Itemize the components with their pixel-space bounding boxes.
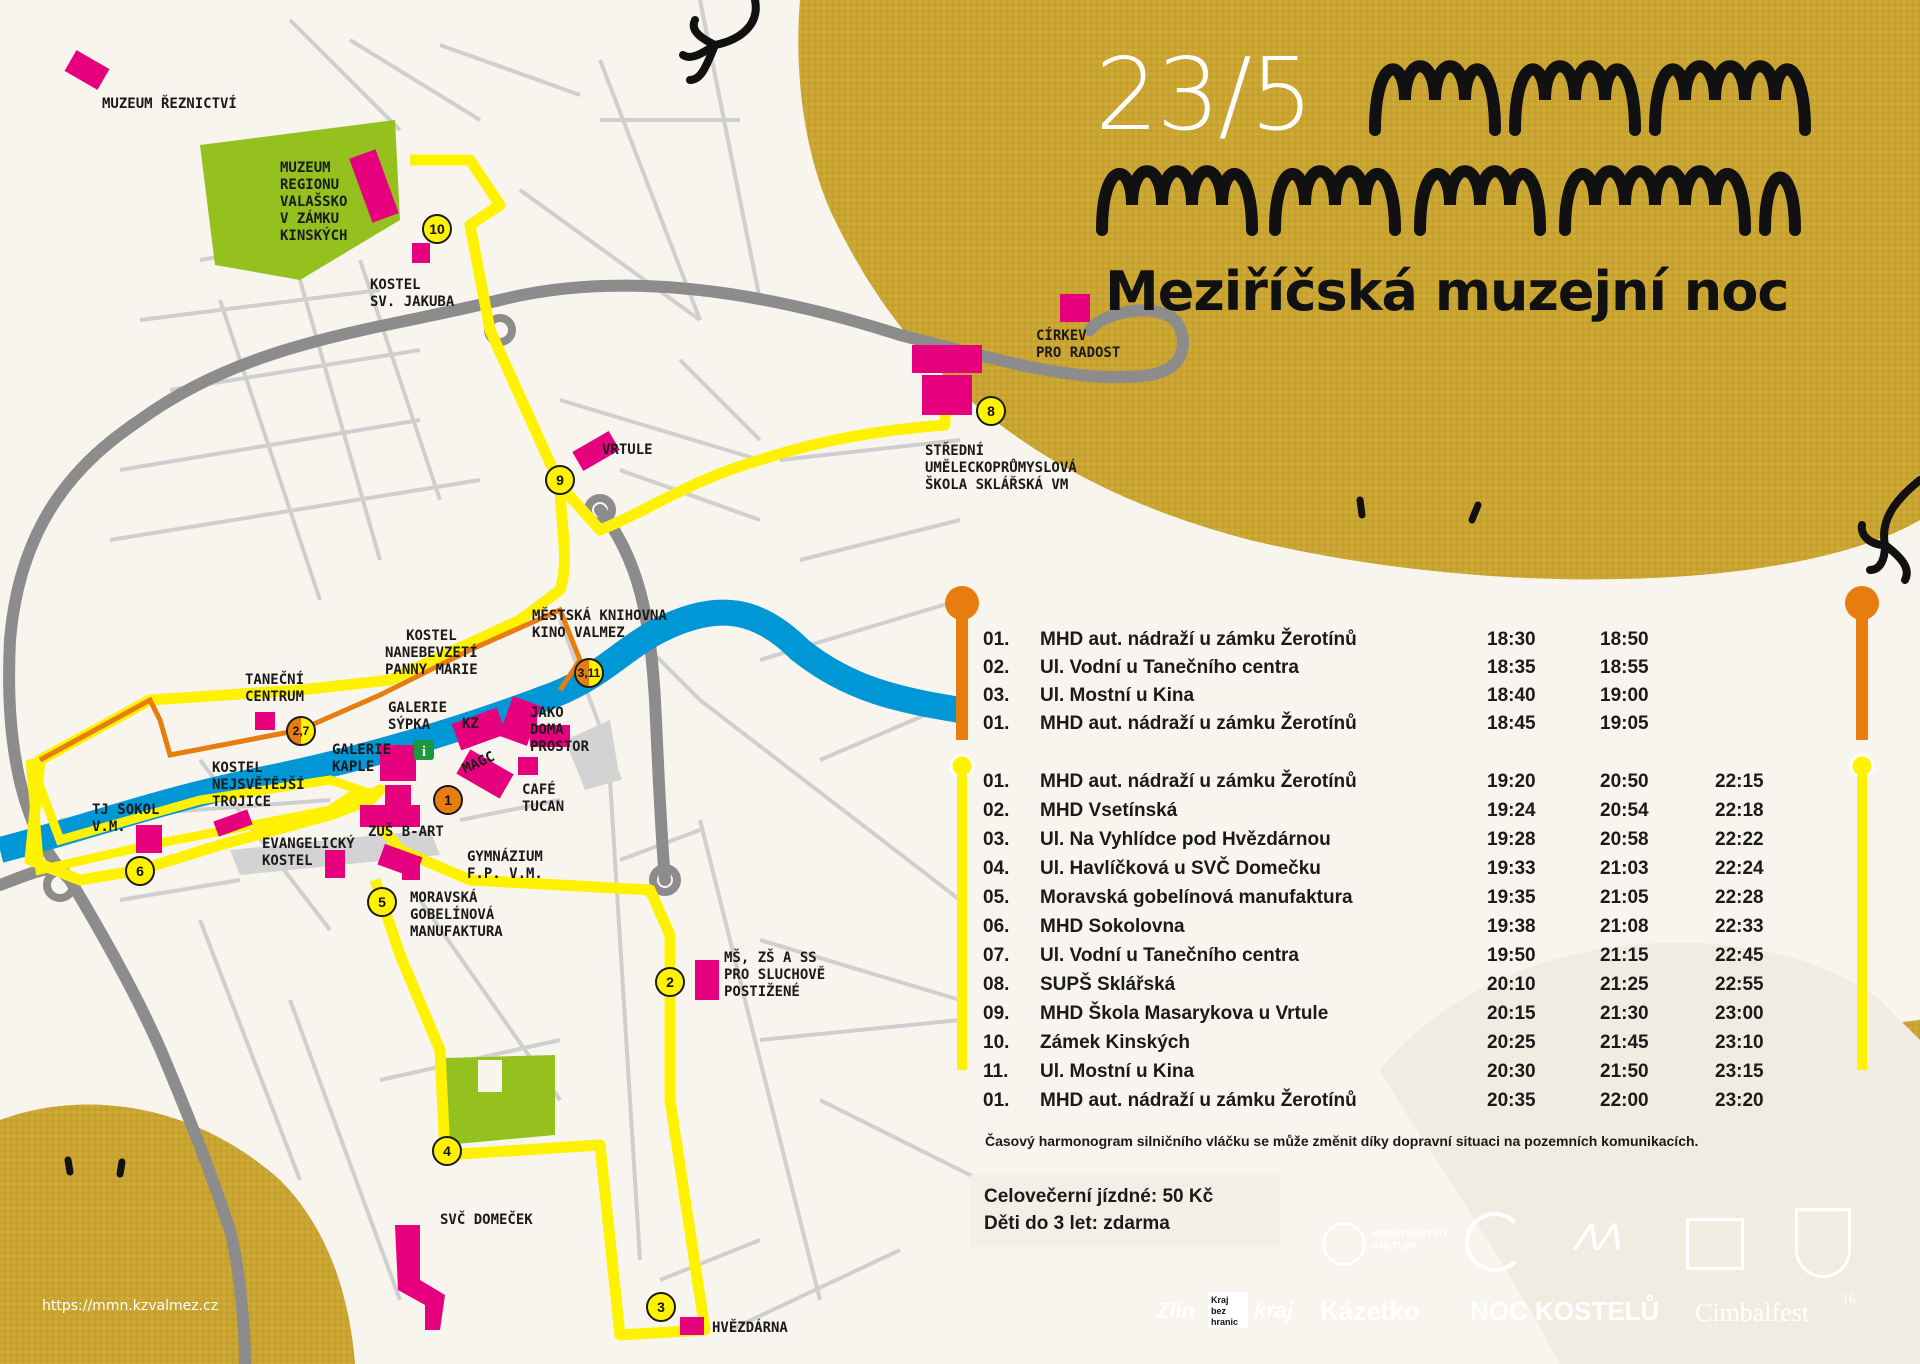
row-time: 20:50 [1600, 771, 1649, 792]
row-stop-name: MHD aut. nádraží u zámku Žerotínů [1040, 629, 1357, 650]
row-stop-name: Ul. Vodní u Tanečního centra [1040, 945, 1299, 966]
row-time: 18:50 [1600, 629, 1649, 650]
row-time: 21:25 [1600, 974, 1649, 995]
label-magc: MAGC [459, 748, 498, 778]
row-time: 21:15 [1600, 945, 1649, 966]
row-time: 23:20 [1715, 1090, 1764, 1111]
row-time: 20:15 [1487, 1003, 1536, 1024]
price-children: Děti do 3 let: zdarma [984, 1213, 1170, 1234]
row-time: 23:00 [1715, 1003, 1764, 1024]
row-time: 19:38 [1487, 916, 1536, 937]
stop-marker-2: 2 [655, 967, 685, 997]
row-time: 20:30 [1487, 1061, 1536, 1082]
row-time: 21:50 [1600, 1061, 1649, 1082]
stop-marker-5: 5 [367, 887, 397, 917]
stop-marker-8: 8 [976, 396, 1006, 426]
website-url[interactable]: https://mmn.kzvalmez.cz [42, 1298, 219, 1314]
mmn-logo-icon [1686, 1218, 1744, 1270]
row-time: 22:33 [1715, 916, 1764, 937]
row-number: 01. [983, 629, 1010, 650]
label-kostel-trojice: KOSTEL NEJSVĚTĚJŠÍ TROJICE [212, 760, 305, 810]
label-jako-doma: JAKO DOMA PROSTOR [530, 705, 590, 755]
label-muzeum-reznictvi: MUZEUM ŘEZNICTVÍ [102, 96, 237, 112]
legend-square-title [1060, 294, 1090, 322]
stop-marker-10: 10 [422, 214, 452, 244]
row-time: 23:15 [1715, 1061, 1764, 1082]
label-supss: STŘEDNÍ UMĚLECKOPRŮMYSLOVÁ ŠKOLA SKLÁŘSKÁ VM [925, 443, 1077, 493]
row-time: 18:55 [1600, 657, 1649, 678]
valmez-logo-icon [1795, 1208, 1851, 1278]
row-time: 22:15 [1715, 771, 1764, 792]
label-evangelicky-kostel: EVANGELICKÝ KOSTEL [262, 836, 355, 869]
row-time: 19:20 [1487, 771, 1536, 792]
label-svc-domecek: SVČ DOMEČEK [440, 1212, 533, 1228]
row-time: 19:24 [1487, 800, 1536, 821]
label-hvezdarna: HVĚZDÁRNA [712, 1320, 788, 1336]
stop-marker-6: 6 [125, 856, 155, 886]
stop-marker-4: 4 [432, 1136, 462, 1166]
row-time: 20:35 [1487, 1090, 1536, 1111]
kraj-logo: kraj [1254, 1298, 1294, 1323]
row-time: 21:45 [1600, 1032, 1649, 1053]
row-number: 10. [983, 1032, 1010, 1053]
cimbalfest-logo-year: 16 [1842, 1292, 1856, 1307]
row-time: 22:55 [1715, 974, 1764, 995]
info-icon: i [421, 744, 427, 760]
label-kostel-nanebevzeti: KOSTEL NANEBEVZETÍ PANNY MARIE [385, 628, 478, 678]
noc-kostelu-logo: NOC KOSTELŮ [1470, 1296, 1660, 1326]
row-number: 02. [983, 657, 1010, 678]
row-time: 20:25 [1487, 1032, 1536, 1053]
row-stop-name: Ul. Mostní u Kina [1040, 1061, 1195, 1082]
amg-logo-icon: ⋀⋀ [1575, 1219, 1621, 1250]
row-number: 01. [983, 713, 1010, 734]
row-number: 03. [983, 685, 1010, 706]
price-adult: Celovečerní jízdné: 50 Kč [984, 1186, 1214, 1207]
row-time: 22:24 [1715, 858, 1764, 879]
row-time: 18:35 [1487, 657, 1536, 678]
row-time: 23:10 [1715, 1032, 1764, 1053]
row-stop-name: Ul. Havlíčková u SVČ Domečku [1040, 858, 1321, 879]
label-cirkev-pro-radost: CÍRKEV PRO RADOST [1036, 328, 1121, 361]
event-date: 23/5 [1095, 36, 1312, 153]
row-number: 01. [983, 1090, 1010, 1111]
stop-marker-9: 9 [545, 465, 575, 495]
row-number: 01. [983, 771, 1010, 792]
row-number: 07. [983, 945, 1010, 966]
row-stop-name: MHD aut. nádraží u zámku Žerotínů [1040, 1090, 1357, 1111]
row-stop-name: MHD Vsetínská [1040, 800, 1178, 821]
hand-top-deco [683, 0, 756, 80]
label-tj-sokol: TJ SOKOL V.M. [92, 802, 160, 835]
label-galerie-sypka: GALERIE SÝPKA [388, 700, 448, 733]
kazetko-logo: Kázetko [1320, 1296, 1420, 1326]
row-stop-name: MHD aut. nádraží u zámku Žerotínů [1040, 713, 1357, 734]
row-time: 22:22 [1715, 829, 1764, 850]
row-time: 20:10 [1487, 974, 1536, 995]
row-stop-name: Ul. Vodní u Tanečního centra [1040, 657, 1299, 678]
row-time: 22:00 [1600, 1090, 1649, 1111]
label-ms-zs-ss: MŠ, ZŠ A SS PRO SLUCHOVĚ POSTIŽENÉ [724, 950, 826, 1000]
row-time: 20:58 [1600, 829, 1649, 850]
row-time: 21:03 [1600, 858, 1649, 879]
row-number: 09. [983, 1003, 1010, 1024]
row-stop-name: SUPŠ Sklářská [1040, 974, 1176, 995]
label-kz: KZ [462, 716, 479, 732]
pricing-box [970, 1175, 1280, 1247]
stop-marker-3: 3 [646, 1292, 676, 1322]
label-vrtule: VRTULE [602, 442, 653, 458]
label-galerie-kaple: GALERIE KAPLE [332, 742, 392, 775]
label-knihovna-kino: MĚSTSKÁ KNIHOVNA KINO VALMEZ [532, 608, 667, 641]
row-time: 19:33 [1487, 858, 1536, 879]
row-number: 06. [983, 916, 1010, 937]
row-time: 22:28 [1715, 887, 1764, 908]
row-stop-name: MHD Škola Masarykova u Vrtule [1040, 1003, 1329, 1024]
label-kostel-sv-jakuba: KOSTEL SV. JAKUBA [370, 277, 455, 310]
row-stop-name: Moravská gobelínová manufaktura [1040, 887, 1353, 908]
row-number: 11. [983, 1061, 1009, 1082]
row-number: 03. [983, 829, 1010, 850]
row-time: 19:35 [1487, 887, 1536, 908]
row-stop-name: Ul. Mostní u Kina [1040, 685, 1195, 706]
row-time: 22:45 [1715, 945, 1764, 966]
label-moravska-gobelinova: MORAVSKÁ GOBELÍNOVÁ MANUFAKTURA [410, 890, 503, 940]
schedule-note: Časový harmonogram silničního vláčku se může změnit díky dopravní situaci na pozemních komunikacích. [985, 1133, 1699, 1149]
row-time: 19:05 [1600, 713, 1649, 734]
row-time: 21:05 [1600, 887, 1649, 908]
label-tanecni-centrum: TANEČNÍ CENTRUM [245, 672, 305, 705]
label-zus-bart: ZUŠ B-ART [368, 824, 444, 840]
row-time: 19:00 [1600, 685, 1649, 706]
row-time: 18:30 [1487, 629, 1536, 650]
row-time: 19:50 [1487, 945, 1536, 966]
stop-marker-3-11: 3,11 [574, 658, 604, 688]
row-stop-name: Ul. Na Vyhlídce pod Hvězdárnou [1040, 829, 1331, 850]
label-cafe-tucan: CAFÉ TUCAN [522, 782, 565, 815]
row-time: 18:40 [1487, 685, 1536, 706]
stop-marker-1: 1 [433, 785, 463, 815]
row-stop-name: MHD aut. nádraží u zámku Žerotínů [1040, 771, 1357, 792]
row-time: 21:08 [1600, 916, 1649, 937]
row-time: 22:18 [1715, 800, 1764, 821]
row-time: 18:45 [1487, 713, 1536, 734]
row-number: 05. [983, 887, 1010, 908]
label-gymnazium: GYMNÁZIUM F.P. V.M. [467, 849, 543, 882]
ministry-logo-text: MINISTERSTVO KULTURY [1372, 1229, 1448, 1252]
kraj-bez-hranic-logo: Kraj bez hranic [1208, 1292, 1248, 1328]
row-stop-name: Zámek Kinských [1040, 1032, 1190, 1053]
zlin-logo: Zlín [1156, 1298, 1196, 1323]
gold-blob-bottom-left [0, 1104, 355, 1364]
festival-logo-icon [1465, 1212, 1525, 1272]
row-time: 21:30 [1600, 1003, 1649, 1024]
row-time: 19:28 [1487, 829, 1536, 850]
cimbalfest-logo: Cimbalfest [1695, 1298, 1810, 1327]
label-muzeum-regionu: MUZEUM REGIONU VALAŠSKO V ZÁMKU KINSKÝCH [280, 160, 348, 244]
row-number: 08. [983, 974, 1010, 995]
row-number: 02. [983, 800, 1010, 821]
row-time: 20:54 [1600, 800, 1649, 821]
row-number: 04. [983, 858, 1010, 879]
stop-marker-2-7: 2,7 [286, 716, 316, 746]
ministry-logo-icon [1322, 1222, 1366, 1266]
row-stop-name: MHD Sokolovna [1040, 916, 1185, 937]
event-title: Meziříčská muzejní noc [1105, 260, 1789, 323]
